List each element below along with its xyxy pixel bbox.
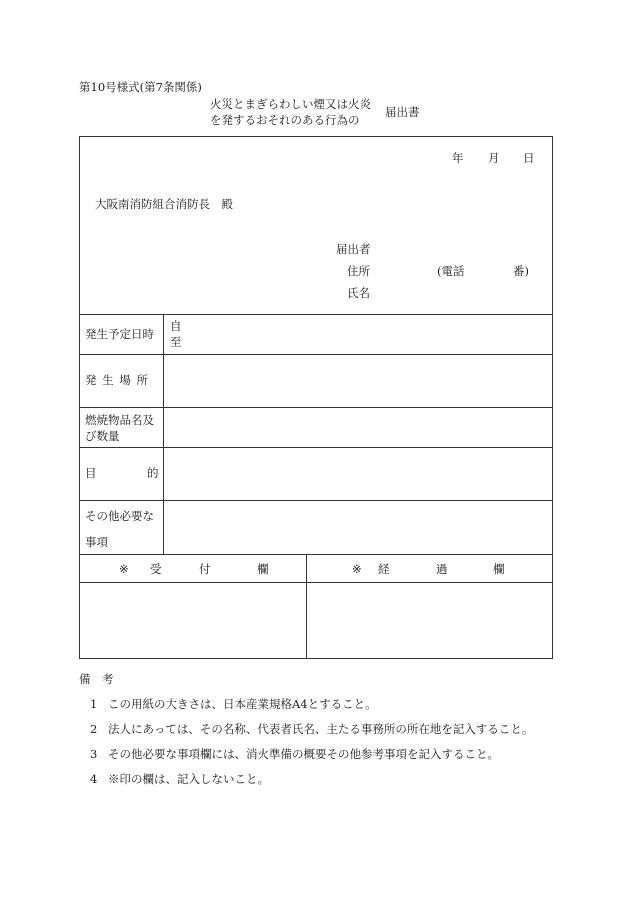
note-text: ※印の欄は、記入しないこと。: [108, 772, 269, 786]
scheduled-datetime-label: 発生予定日時: [85, 327, 154, 341]
notes-heading: 備 考: [79, 672, 114, 686]
form-style-number: 第10号様式(第7条関係): [79, 80, 202, 94]
address-label: 住所: [347, 264, 370, 278]
name-field[interactable]: [375, 284, 545, 302]
other-label-line1: その他必要な: [85, 509, 154, 523]
note-text: この用紙の大きさは、日本産業規格A4とすること。: [108, 697, 377, 711]
note-number: 1: [90, 697, 98, 711]
phone-field[interactable]: [470, 262, 510, 280]
scheduled-datetime-field[interactable]: [185, 317, 549, 351]
date-month-label: 月: [488, 151, 500, 165]
materials-label-line1: 燃焼物品名及: [85, 413, 154, 427]
purpose-label-left: 目: [85, 466, 97, 480]
note-number: 2: [90, 722, 98, 736]
other-label-line2: 事項: [85, 535, 108, 549]
phone-label: (電話: [437, 264, 465, 278]
phone-number-suffix: 番): [513, 264, 529, 278]
reception-header-char3: 欄: [257, 562, 269, 576]
datetime-from-label: 自: [170, 319, 182, 333]
stamp-column-divider: [306, 554, 307, 659]
purpose-label-right: 的: [147, 466, 159, 480]
materials-field[interactable]: [166, 410, 550, 444]
row-divider: [79, 554, 553, 555]
other-field[interactable]: [166, 503, 550, 551]
label-column-divider: [163, 314, 164, 554]
row-divider: [79, 582, 553, 583]
date-day-label: 日: [523, 151, 535, 165]
datetime-to-label: 至: [170, 335, 182, 349]
progress-area: [309, 585, 550, 657]
reception-header-char2: 付: [199, 562, 211, 576]
reception-area: [82, 585, 303, 657]
row-divider: [79, 500, 553, 501]
date-year-label: 年: [452, 151, 464, 165]
progress-header-char3: 欄: [493, 562, 505, 576]
address-field[interactable]: [375, 262, 433, 280]
location-label: 発 生 場 所: [85, 373, 149, 387]
form-title-line1: 火災とまぎらわしい煙又は火炎: [210, 97, 371, 111]
note-text: 法人にあっては、その名称、代表者氏名、主たる事務所の所在地を記入すること。: [108, 722, 534, 736]
row-divider: [79, 447, 553, 448]
row-divider: [79, 354, 553, 355]
materials-label-line2: び数量: [85, 429, 120, 443]
name-label: 氏名: [347, 286, 370, 300]
row-divider: [79, 314, 553, 315]
progress-header-mark: ※: [352, 562, 362, 576]
purpose-field[interactable]: [166, 450, 550, 497]
reception-header-mark: ※: [119, 562, 129, 576]
notifier-label: 届出者: [336, 242, 371, 256]
progress-header-char1: 経: [378, 562, 390, 576]
form-title-suffix: 届出書: [385, 105, 420, 119]
addressee: 大阪南消防組合消防長 殿: [95, 197, 233, 211]
note-text: その他必要な事項欄には、消火準備の概要その他参考事項を記入すること。: [108, 747, 499, 761]
location-field[interactable]: [166, 357, 550, 404]
row-divider: [79, 407, 553, 408]
progress-header-char2: 過: [436, 562, 448, 576]
note-number: 3: [90, 747, 98, 761]
reception-header-char1: 受: [150, 562, 162, 576]
note-number: 4: [90, 772, 98, 786]
form-title-line2: を発するおそれのある行為の: [210, 113, 360, 127]
